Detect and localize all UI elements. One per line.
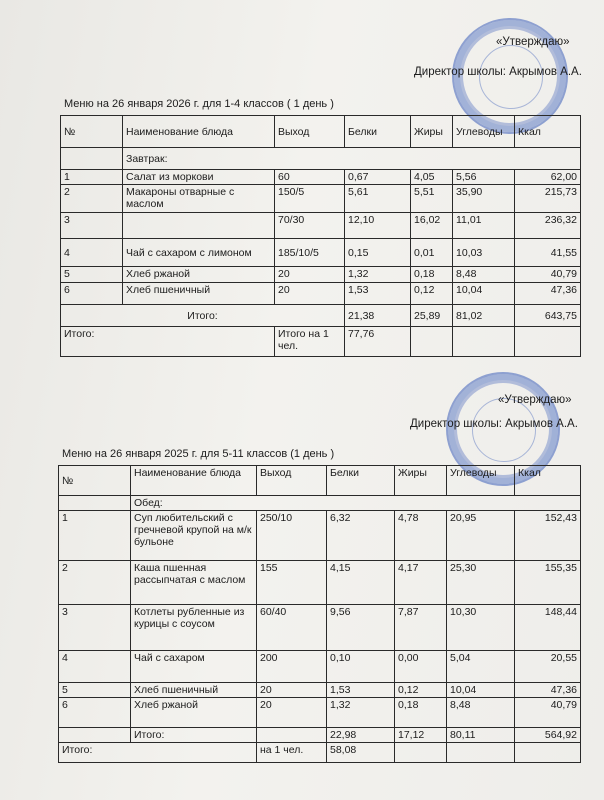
totals-label: Итого: (131, 728, 257, 743)
cell-dish (123, 213, 275, 239)
cell-dish: Макароны отварные с маслом (123, 185, 275, 213)
cell-protein: 1,53 (327, 683, 395, 698)
cell-number: 6 (59, 698, 131, 728)
cell-carbs: 8,48 (453, 267, 515, 283)
cell-protein: 0,67 (345, 170, 411, 185)
cell-fat: 0,18 (395, 698, 447, 728)
table-row (59, 511, 581, 561)
cell-protein: 1,32 (327, 698, 395, 728)
cell-fat: 5,51 (411, 185, 453, 213)
cell-protein: 6,32 (327, 511, 395, 561)
table-row (59, 561, 581, 605)
col-header-dish: Наименование блюда (123, 116, 275, 148)
cell-number: 4 (61, 239, 123, 267)
cell-protein: 4,15 (327, 561, 395, 605)
cell-number: 3 (59, 605, 131, 651)
totals-label: Итого: (61, 305, 345, 327)
totals-row (59, 728, 581, 743)
total-kcal: 643,75 (515, 305, 581, 327)
cell-portion: 200 (257, 651, 327, 683)
col-header-fat: Жиры (395, 466, 447, 496)
cell-portion: 155 (257, 561, 327, 605)
cell-dish: Салат из моркови (123, 170, 275, 185)
cell-portion: 60 (275, 170, 345, 185)
cell-fat: 7,87 (395, 605, 447, 651)
col-header-carbs: Углеводы (447, 466, 515, 496)
director-signature-line: Директор школы: Акрымов А.А. (410, 418, 578, 430)
cell-protein: 0,10 (327, 651, 395, 683)
col-header-portion: Выход (275, 116, 345, 148)
cell-carbs: 10,04 (447, 683, 515, 698)
cell-dish: Хлеб пшеничный (131, 683, 257, 698)
col-header-dish: Наименование блюда (131, 466, 257, 496)
menu-title: Меню на 26 января 2026 г. для 1-4 классов ( 1 день ) (64, 98, 334, 110)
cell-portion: 70/30 (275, 213, 345, 239)
table-row (61, 185, 581, 213)
cell-kcal: 152,43 (515, 511, 581, 561)
cell-portion: 250/10 (257, 511, 327, 561)
total-fat: 25,89 (411, 305, 453, 327)
director-signature-line: Директор школы: Акрымов А.А. (414, 66, 582, 78)
cell-carbs: 5,56 (453, 170, 515, 185)
cell-fat: 0,12 (411, 283, 453, 305)
table-row (59, 605, 581, 651)
cell-protein: 9,56 (327, 605, 395, 651)
cell-portion: 150/5 (275, 185, 345, 213)
cell-dish: Суп любительский с гречневой крупой на м/к бульоне (131, 511, 257, 561)
cell-carbs: 8,48 (447, 698, 515, 728)
cell-fat: 0,00 (395, 651, 447, 683)
approval-label: «Утверждаю» (496, 36, 570, 48)
cell-number: 2 (61, 185, 123, 213)
cell-fat: 16,02 (411, 213, 453, 239)
cell-portion: 60/40 (257, 605, 327, 651)
cell-number: 5 (59, 683, 131, 698)
per-person-row (59, 743, 581, 763)
table-row (61, 283, 581, 305)
cell-fat: 4,78 (395, 511, 447, 561)
approval-label: «Утверждаю» (498, 394, 572, 406)
cell-kcal: 215,73 (515, 185, 581, 213)
col-header-kcal: Ккал (515, 466, 581, 496)
total-kcal: 564,92 (515, 728, 581, 743)
section-row (61, 148, 581, 170)
total-carbs: 80,11 (447, 728, 515, 743)
cell-dish: Хлеб ржаной (131, 698, 257, 728)
table-row (61, 170, 581, 185)
col-header-protein: Белки (345, 116, 411, 148)
col-header-protein: Белки (327, 466, 395, 496)
total-protein: 21,38 (345, 305, 411, 327)
per-person-sub: на 1 чел. (257, 743, 327, 763)
per-person-value: 58,08 (327, 743, 395, 763)
col-header-fat: Жиры (411, 116, 453, 148)
cell-fat: 4,17 (395, 561, 447, 605)
cell-kcal: 40,79 (515, 698, 581, 728)
cell-portion: 20 (257, 698, 327, 728)
cell-number: 5 (61, 267, 123, 283)
cell-carbs: 10,04 (453, 283, 515, 305)
totals-row (61, 305, 581, 327)
menu-title: Меню на 26 января 2025 г. для 5-11 классов (1 день ) (62, 448, 335, 460)
total-carbs: 81,02 (453, 305, 515, 327)
cell-dish: Котлеты рубленные из курицы с соусом (131, 605, 257, 651)
col-header-carbs: Углеводы (453, 116, 515, 148)
cell-protein: 5,61 (345, 185, 411, 213)
table-row (59, 698, 581, 728)
cell-dish: Чай с сахаром (131, 651, 257, 683)
total-protein: 22,98 (327, 728, 395, 743)
cell-carbs: 25,30 (447, 561, 515, 605)
cell-kcal: 47,36 (515, 283, 581, 305)
table-header-row (61, 116, 581, 148)
col-header-number: № (61, 116, 123, 148)
per-person-sub: Итого на 1 чел. (275, 327, 345, 357)
cell-carbs: 10,03 (453, 239, 515, 267)
col-header-kcal: Ккал (515, 116, 581, 148)
table-row (61, 239, 581, 267)
cell-number: 2 (59, 561, 131, 605)
cell-kcal: 62,00 (515, 170, 581, 185)
cell-number: 3 (61, 213, 123, 239)
cell-kcal: 148,44 (515, 605, 581, 651)
cell-protein: 1,32 (345, 267, 411, 283)
cell-dish: Каша пшенная рассыпчатая с маслом (131, 561, 257, 605)
cell-protein: 0,15 (345, 239, 411, 267)
section-label: Обед: (131, 496, 581, 511)
cell-fat: 0,12 (395, 683, 447, 698)
cell-carbs: 11,01 (453, 213, 515, 239)
table-header-row (59, 466, 581, 496)
section-row (59, 496, 581, 511)
cell-carbs: 20,95 (447, 511, 515, 561)
col-header-number: № (59, 466, 131, 496)
cell-kcal: 20,55 (515, 651, 581, 683)
per-person-label: Итого: (61, 327, 275, 357)
cell-protein: 1,53 (345, 283, 411, 305)
cell-dish: Хлеб пшеничный (123, 283, 275, 305)
cell-fat: 0,01 (411, 239, 453, 267)
cell-fat: 4,05 (411, 170, 453, 185)
table-row (61, 213, 581, 239)
cell-portion: 185/10/5 (275, 239, 345, 267)
per-person-value: 77,76 (345, 327, 411, 357)
cell-number: 1 (61, 170, 123, 185)
table-row (59, 683, 581, 698)
cell-dish: Хлеб ржаной (123, 267, 275, 283)
cell-carbs: 10,30 (447, 605, 515, 651)
cell-portion: 20 (275, 283, 345, 305)
cell-kcal: 155,35 (515, 561, 581, 605)
cell-kcal: 40,79 (515, 267, 581, 283)
menu-table-grades-1-4 (60, 115, 581, 357)
cell-protein: 12,10 (345, 213, 411, 239)
cell-kcal: 41,55 (515, 239, 581, 267)
menu-table-grades-5-11 (58, 465, 581, 763)
col-header-portion: Выход (257, 466, 327, 496)
cell-kcal: 47,36 (515, 683, 581, 698)
cell-portion: 20 (257, 683, 327, 698)
cell-number: 1 (59, 511, 131, 561)
table-row (59, 651, 581, 683)
table-row (61, 267, 581, 283)
section-label: Завтрак: (123, 148, 581, 170)
cell-number: 4 (59, 651, 131, 683)
cell-carbs: 5,04 (447, 651, 515, 683)
cell-dish: Чай с сахаром с лимоном (123, 239, 275, 267)
cell-carbs: 35,90 (453, 185, 515, 213)
per-person-row (61, 327, 581, 357)
per-person-label: Итого: (59, 743, 257, 763)
cell-portion: 20 (275, 267, 345, 283)
cell-fat: 0,18 (411, 267, 453, 283)
cell-number: 6 (61, 283, 123, 305)
total-fat: 17,12 (395, 728, 447, 743)
cell-kcal: 236,32 (515, 213, 581, 239)
